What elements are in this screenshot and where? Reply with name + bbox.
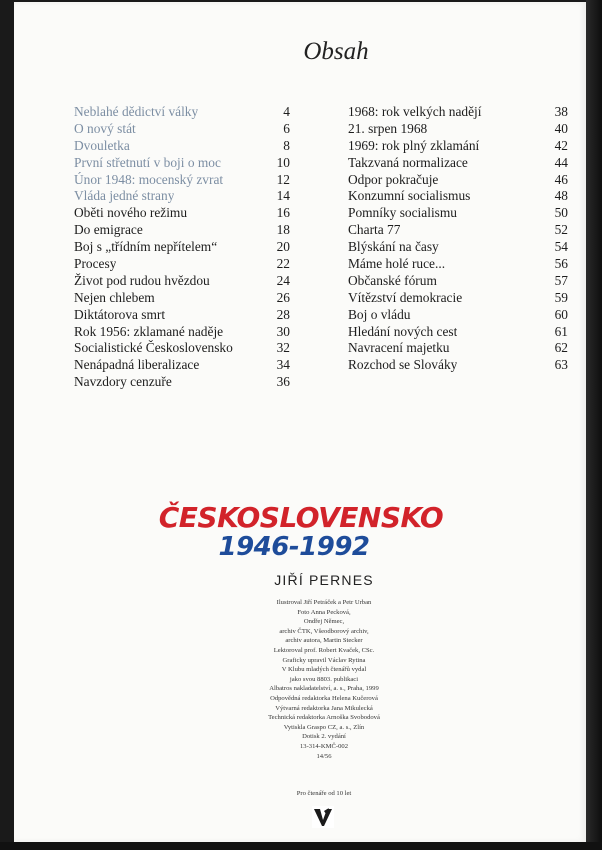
toc-entry-page: 24: [276, 272, 290, 288]
credit-line: Graficky upravil Václav Rytina: [282, 656, 366, 664]
toc-entry-page: 16: [276, 205, 290, 221]
toc-entry: [74, 273, 290, 290]
toc-entry: [74, 307, 290, 324]
toc-entry: [74, 222, 290, 239]
toc-entry-title: Občanské fórum: [348, 272, 437, 288]
toc-entry-page: 38: [554, 104, 568, 119]
toc-entry-page: 8: [283, 137, 290, 153]
toc-entry: [74, 340, 290, 357]
toc-entry-page: 22: [276, 256, 290, 272]
toc-entry-page: 60: [554, 306, 568, 322]
credit-line: archiv autora, Martin Stecker: [285, 637, 363, 645]
credit-line: V Klubu mladých čtenářů vydal: [281, 666, 367, 674]
toc-entry-title: Boj o vládu: [348, 306, 411, 322]
credit-line: 13-314-KMČ-002: [300, 742, 348, 750]
book-brand: [0, 503, 602, 561]
credit-line: Dotisk 2. vydání: [302, 733, 346, 741]
toc-entry: [348, 357, 568, 374]
toc-entry-title: Pomníky socialismu: [348, 205, 457, 221]
toc-entry-page: 52: [554, 222, 568, 238]
toc-entry-page: 57: [554, 272, 568, 288]
toc-entry-page: 44: [554, 154, 568, 170]
toc-entry: [74, 121, 290, 138]
toc-entry: [348, 290, 568, 307]
toc-entry-page: 54: [554, 239, 568, 255]
toc-entry: [348, 273, 568, 290]
toc-entry-title: 1968: rok velkých nadějí: [348, 104, 482, 119]
toc-entry-title: Rozchod se Slováky: [348, 357, 458, 373]
imprint-credits: [0, 598, 602, 761]
toc-entry-title: Únor 1948: mocenský zvrat: [74, 171, 224, 187]
brand-title: ČESKOSLOVENSKO: [158, 501, 444, 534]
toc-entry-title: Charta 77: [348, 222, 401, 238]
toc-entry-title: Neblahé dědictví války: [74, 104, 199, 119]
toc-entry-title: Život pod rudou hvězdou: [74, 272, 210, 288]
toc-entry: [74, 172, 290, 189]
toc-entry: [348, 172, 568, 189]
toc-entry-title: Boj s „třídním nepřítelem“: [74, 239, 218, 255]
toc-entry: [74, 205, 290, 222]
toc-entry: [74, 104, 290, 121]
credit-line: Vytiskla Graspo CZ, a. s., Zlín: [283, 723, 365, 731]
toc-entry-title: 21. srpen 1968: [348, 120, 428, 136]
credit-line: Odpovědná redaktorka Helena Kučerová: [270, 694, 378, 702]
toc-entry: [348, 104, 568, 121]
toc-entry: [74, 239, 290, 256]
toc-entry-title: O nový stát: [74, 120, 136, 136]
toc-entry-page: 4: [283, 104, 290, 119]
author-name: JIŘÍ PERNES: [274, 572, 374, 588]
toc-entry-page: 42: [554, 137, 568, 153]
credit-line: Ondřej Němec,: [303, 618, 345, 626]
toc-entry: [348, 324, 568, 341]
toc-entry: [348, 121, 568, 138]
toc-right-column: [348, 104, 568, 374]
toc-entry-page: 14: [276, 188, 290, 204]
toc-entry: [348, 256, 568, 273]
toc-entry-page: 32: [276, 340, 290, 356]
toc-entry-page: 6: [283, 120, 290, 136]
credit-line: 14/56: [316, 752, 332, 760]
toc-entry-page: 40: [554, 120, 568, 136]
toc-entry-page: 36: [276, 374, 290, 390]
toc-entry: [348, 205, 568, 222]
toc-entry-title: Odpor pokračuje: [348, 171, 439, 187]
toc-heading: Obsah: [303, 38, 369, 65]
toc-entry-title: Hledání nových cest: [348, 323, 458, 339]
toc-entry: [74, 138, 290, 155]
toc-entry-page: 48: [554, 188, 568, 204]
credit-line: Lektoroval prof. Robert Kvaček, CSc.: [273, 646, 375, 654]
toc-entry-page: 30: [276, 323, 290, 339]
toc-entry-title: Takzvaná normalizace: [348, 154, 468, 170]
toc-entry-title: První střetnutí v boji o moc: [74, 154, 221, 170]
toc-entry: [348, 188, 568, 205]
toc-entry-title: Procesy: [74, 256, 117, 272]
toc-entry-page: 62: [554, 340, 568, 356]
toc-entry: [348, 239, 568, 256]
toc-entry-page: 34: [276, 357, 290, 373]
toc-entry: [74, 324, 290, 341]
toc-entry-title: Konzumní socialismus: [348, 188, 471, 204]
toc-entry: [74, 256, 290, 273]
toc-entry-page: 61: [554, 323, 568, 339]
toc-entry-page: 46: [554, 171, 568, 187]
toc-entry-title: 1969: rok plný zklamání: [348, 137, 480, 153]
toc-entry: [74, 357, 290, 374]
toc-entry-title: Dvouletka: [74, 137, 130, 153]
toc-entry-page: 10: [276, 154, 290, 170]
toc-entry-page: 59: [554, 289, 568, 305]
credit-line: Foto Anna Pecková,: [297, 608, 351, 616]
toc-entry-title: Diktátorova smrt: [74, 306, 166, 322]
credit-line: jako svou 8803. publikaci: [289, 675, 359, 683]
toc-entry: [348, 307, 568, 324]
toc-entry: [74, 188, 290, 205]
toc-entry: [74, 374, 290, 391]
toc-entry-title: Rok 1956: zklamané naděje: [74, 323, 224, 339]
toc-entry: [348, 340, 568, 357]
scan-border: [0, 842, 602, 850]
toc-entry-page: 18: [276, 222, 290, 238]
credit-line: Albatros nakladatelství, a. s., Praha, 1999: [269, 685, 379, 693]
toc-entry-page: 28: [276, 306, 290, 322]
toc-entry: [348, 155, 568, 172]
toc-entry: [348, 138, 568, 155]
toc-entry-page: 63: [554, 357, 568, 373]
toc-entry-title: Blýskání na časy: [348, 239, 439, 255]
toc-left-column: [74, 104, 290, 391]
albatros-logo-icon: [312, 806, 334, 828]
toc-entry-page: 26: [276, 289, 290, 305]
toc-entry-title: Nejen chlebem: [74, 289, 155, 305]
credit-line: archiv ČTK, Všeodborový archiv,: [279, 627, 369, 635]
toc-entry: [348, 222, 568, 239]
toc-entry: [74, 155, 290, 172]
credit-line: Ilustroval Jiří Petráček a Petr Urban: [276, 599, 372, 606]
toc-entry-title: Vláda jedné strany: [74, 188, 175, 204]
toc-entry-page: 20: [276, 239, 290, 255]
brand-years: 1946-1992: [218, 532, 370, 562]
toc-entry-title: Do emigrace: [74, 222, 143, 238]
toc-entry-title: Oběti nového režimu: [74, 205, 188, 221]
toc-entry-title: Navracení majetku: [348, 340, 450, 356]
toc-entry-title: Navzdory cenzuře: [74, 374, 172, 390]
toc-entry-title: Socialistické Československo: [74, 340, 233, 356]
credit-line: Výtvarná redaktorka Jana Mikulecká: [275, 704, 373, 712]
toc-entry-page: 12: [276, 171, 290, 187]
toc-entry-title: Vítězství demokracie: [348, 289, 463, 305]
toc-entry-title: Máme holé ruce...: [348, 256, 446, 272]
age-note: Pro čtenáře od 10 let: [296, 790, 352, 797]
toc-entry: [74, 290, 290, 307]
toc-entry-page: 56: [554, 256, 568, 272]
toc-entry-page: 50: [554, 205, 568, 221]
credit-line: Technická redaktorka Arnoška Svobodová: [268, 714, 380, 722]
toc-entry-title: Nenápadná liberalizace: [74, 357, 200, 373]
